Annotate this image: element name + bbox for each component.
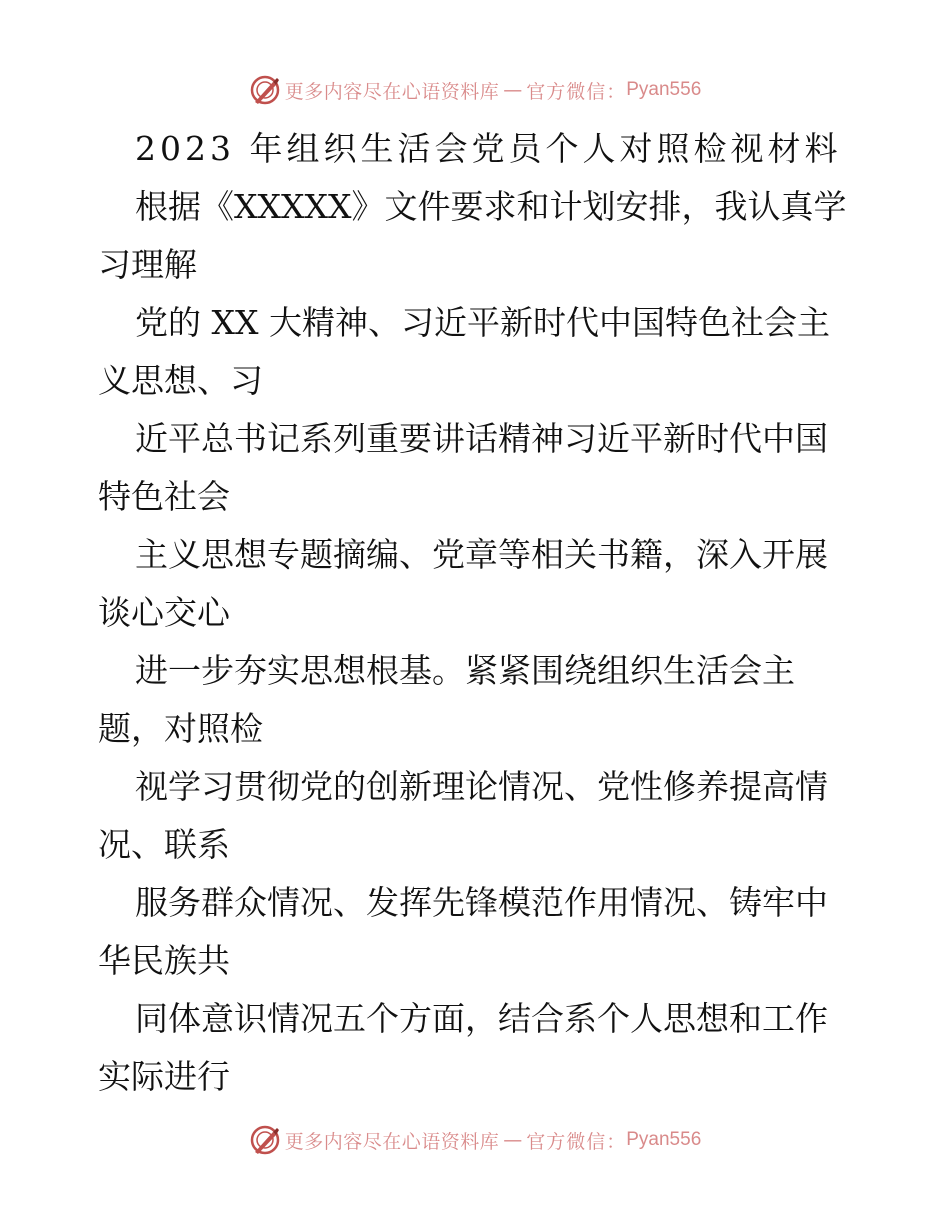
- text-line: 视学习贯彻党的创新理论情况、党性修养提高情: [135, 767, 828, 806]
- footer-banner[interactable]: [0, 1120, 950, 1160]
- text-line: 主义思想专题摘编、党章等相关书籍，深入开展: [135, 535, 828, 574]
- text-line: 实际进行: [98, 1057, 230, 1096]
- text-line: 义思想、习: [98, 361, 263, 400]
- banner-separator: —: [503, 79, 523, 101]
- paragraph-lines: [98, 178, 858, 1106]
- text-line: 特色社会: [98, 477, 230, 516]
- text-line: 华民族共: [98, 941, 230, 980]
- banner-wechat-id: Pyan556: [626, 1129, 702, 1150]
- text-line: 况、联系: [98, 825, 230, 864]
- text-line: 题，对照检: [98, 709, 263, 748]
- text-line: 根据《XXXXX》文件要求和计划安排，我认真学: [135, 187, 847, 226]
- document-title: 2023 年组织生活会党员个人对照检视材料: [135, 129, 842, 168]
- banner-wechat-label: 官方微信：: [526, 1130, 627, 1153]
- text-line: 近平总书记系列重要讲话精神习近平新时代中国: [135, 419, 828, 458]
- banner-text: 更多内容尽在心语资料库: [284, 1130, 500, 1153]
- text-line: 谈心交心: [98, 593, 230, 632]
- banner-wechat-label: 官方微信：: [526, 80, 627, 103]
- banner-text: 更多内容尽在心语资料库: [284, 80, 500, 103]
- text-line: 习理解: [98, 245, 197, 284]
- banner-separator: —: [503, 1129, 523, 1151]
- text-line: 党的 XX 大精神、习近平新时代中国特色社会主: [135, 303, 830, 342]
- text-line: 服务群众情况、发挥先锋模范作用情况、铸牢中: [135, 883, 828, 922]
- banner-wechat-id: Pyan556: [626, 79, 702, 100]
- pen-logo-icon: [249, 1124, 281, 1156]
- document-body: [98, 120, 858, 1106]
- text-line: 同体意识情况五个方面，结合系个人思想和工作: [135, 999, 828, 1038]
- text-line: 进一步夯实思想根基。紧紧围绕组织生活会主: [135, 651, 795, 690]
- pen-logo-icon: [249, 74, 281, 106]
- header-banner[interactable]: [0, 70, 950, 110]
